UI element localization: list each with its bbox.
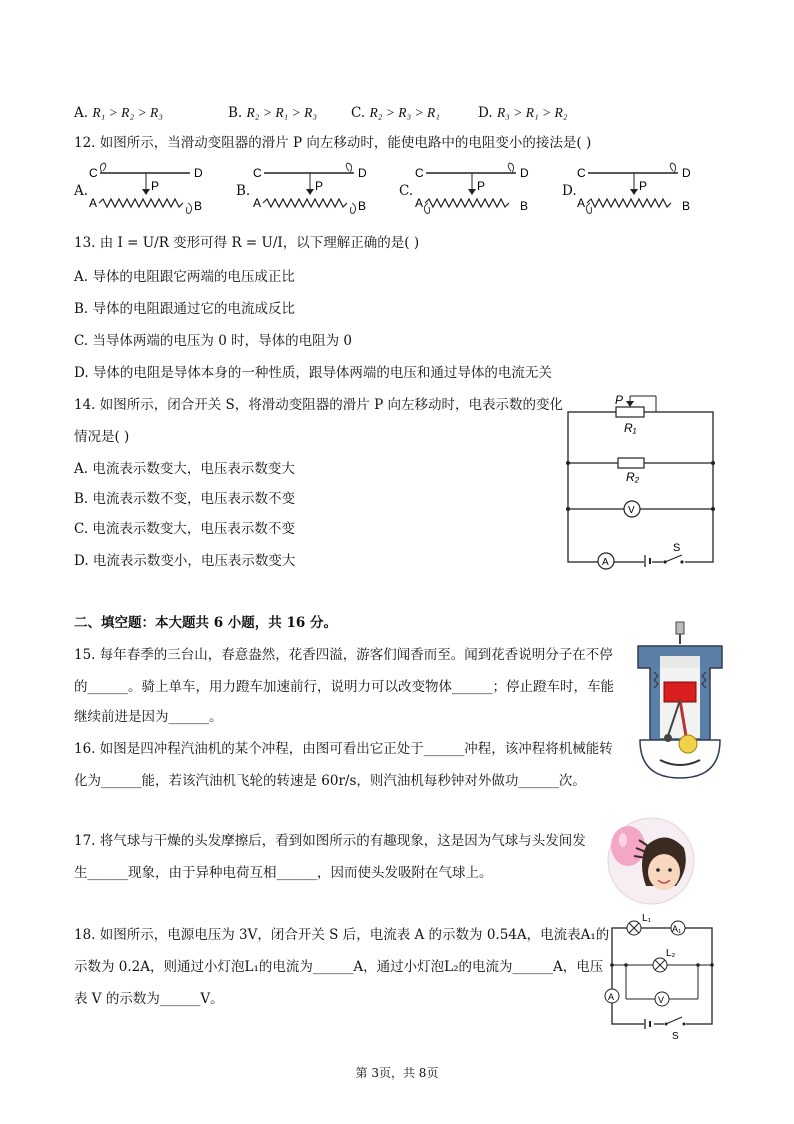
svg-text:D: D xyxy=(682,166,691,180)
svg-text:P: P xyxy=(639,179,648,193)
q12-rheostat-figure-a xyxy=(86,158,211,218)
svg-text:C: C xyxy=(415,166,424,180)
section2-title: 二、填空题：本大题共 6 小题，共 16 分。 xyxy=(74,615,337,631)
engine-cylinder-figure xyxy=(630,620,730,782)
svg-text:V: V xyxy=(658,995,665,1005)
q11-option-c: C. R₂ > R₃ > R₁ xyxy=(351,105,440,121)
q12-rheostat-figure-b xyxy=(250,158,375,218)
q17-line2: 生______现象，由于异种电荷互相______，因而使头发吸附在气球上。 xyxy=(74,865,493,881)
svg-text:P: P xyxy=(615,393,624,407)
q15-line1: 15. 每年春季的三台山，春意盎然，花香四溢，游客们闻香而至。闻到花香说明分子在不停 xyxy=(74,647,613,663)
svg-text:P: P xyxy=(151,179,160,193)
q14-circuit-figure xyxy=(560,388,720,572)
svg-text:B: B xyxy=(358,199,367,213)
svg-text:A: A xyxy=(253,196,262,210)
svg-text:A: A xyxy=(602,557,609,568)
q12-key-b: B. xyxy=(236,183,251,199)
q14-stem-line1: 14. 如图所示，闭合开关 S，将滑动变阻器的滑片 P 向左移动时，电表示数的变化 xyxy=(74,397,563,413)
svg-text:P: P xyxy=(477,179,486,193)
page-footer: 第 3页，共 8页 xyxy=(355,1066,439,1080)
q12-rheostat-figure-c xyxy=(412,158,537,218)
q15-line3: 继续前进是因为______。 xyxy=(74,709,223,725)
q12-key-c: C. xyxy=(399,183,414,199)
q12-stem: 12. 如图所示，当滑动变阻器的滑片 P 向左移动时，能使电路中的电阻变小的接法是( ) xyxy=(74,135,592,151)
svg-text:P: P xyxy=(315,179,324,193)
svg-text:S: S xyxy=(673,542,681,554)
svg-text:C: C xyxy=(253,166,262,180)
q15-line2: 的______。骑上单车，用力蹬车加速前行，说明力可以改变物体______；停止蹬车时，车能 xyxy=(74,679,614,695)
q16-line2: 化为______能，若该汽油机飞轮的转速是 60r/s，则汽油机每秒钟对外做功______次。 xyxy=(74,773,586,789)
q11-option-d: D. R₃ > R₁ > R₂ xyxy=(478,105,568,121)
svg-text:D: D xyxy=(358,166,367,180)
svg-text:D: D xyxy=(194,166,203,180)
svg-text:A: A xyxy=(608,992,615,1002)
svg-text:A: A xyxy=(577,196,586,210)
svg-text:L₁: L₁ xyxy=(642,913,651,924)
q14-option-a: A. 电流表示数变大，电压表示数变大 xyxy=(74,461,295,477)
svg-text:A: A xyxy=(89,196,98,210)
q12-key-d: D. xyxy=(562,183,577,199)
q13-option-b: B. 导体的电阻跟通过它的电流成反比 xyxy=(74,301,296,317)
svg-text:S: S xyxy=(672,1031,679,1040)
svg-text:L₂: L₂ xyxy=(666,948,676,959)
svg-text:B: B xyxy=(682,199,691,213)
q14-option-d: D. 电流表示数变小，电压表示数变大 xyxy=(74,553,296,569)
q17-line1: 17. 将气球与干燥的头发摩擦后，看到如图所示的有趣现象，这是因为气球与头发间发 xyxy=(74,833,586,849)
svg-text:B: B xyxy=(194,199,203,213)
svg-text:D: D xyxy=(520,166,529,180)
q12-rheostat-figure-d xyxy=(574,158,699,218)
q13-option-a: A. 导体的电阻跟它两端的电压成正比 xyxy=(74,269,295,285)
svg-text:V: V xyxy=(628,505,635,516)
q16-line1: 16. 如图是四冲程汽油机的某个冲程，由图可看出它正处于______冲程，该冲程将机械能转 xyxy=(74,741,613,757)
svg-text:A: A xyxy=(415,196,424,210)
q18-line1: 18. 如图所示，电源电压为 3V，闭合开关 S 后，电流表 A 的示数为 0.54A，电流表A₁的 xyxy=(74,927,610,943)
q14-option-c: C. 电流表示数变大，电压表示数不变 xyxy=(74,521,295,537)
q18-circuit-figure xyxy=(600,910,720,1040)
q18-line2: 示数为 0.2A，则通过小灯泡L₁的电流为______A，通过小灯泡L₂的电流为______A，电压 xyxy=(74,959,604,975)
svg-text:R₁: R₁ xyxy=(624,421,637,435)
q13-stem: 13. 由 I = U/R 变形可得 R = U/I，以下理解正确的是( ) xyxy=(74,235,420,251)
balloon-hair-photo xyxy=(606,816,696,906)
q12-key-a: A. xyxy=(74,183,89,199)
svg-text:R₂: R₂ xyxy=(626,470,640,484)
q14-option-b: B. 电流表示数不变，电压表示数不变 xyxy=(74,491,296,507)
q13-option-d: D. 导体的电阻是导体本身的一种性质，跟导体两端的电压和通过导体的电流无关 xyxy=(74,365,552,381)
svg-text:C: C xyxy=(89,166,98,180)
q11-option-b: B. R₂ > R₁ > R₃ xyxy=(228,105,318,121)
q14-stem-line2: 情况是( ) xyxy=(74,429,130,445)
svg-text:A₁: A₁ xyxy=(672,924,682,934)
svg-text:C: C xyxy=(577,166,586,180)
q18-line3: 表 V 的示数为______V。 xyxy=(74,991,224,1007)
svg-text:B: B xyxy=(520,199,529,213)
q11-option-a: A. R₁ > R₂ > R₃ xyxy=(74,105,163,121)
q13-option-c: C. 当导体两端的电压为 0 时，导体的电阻为 0 xyxy=(74,333,352,349)
